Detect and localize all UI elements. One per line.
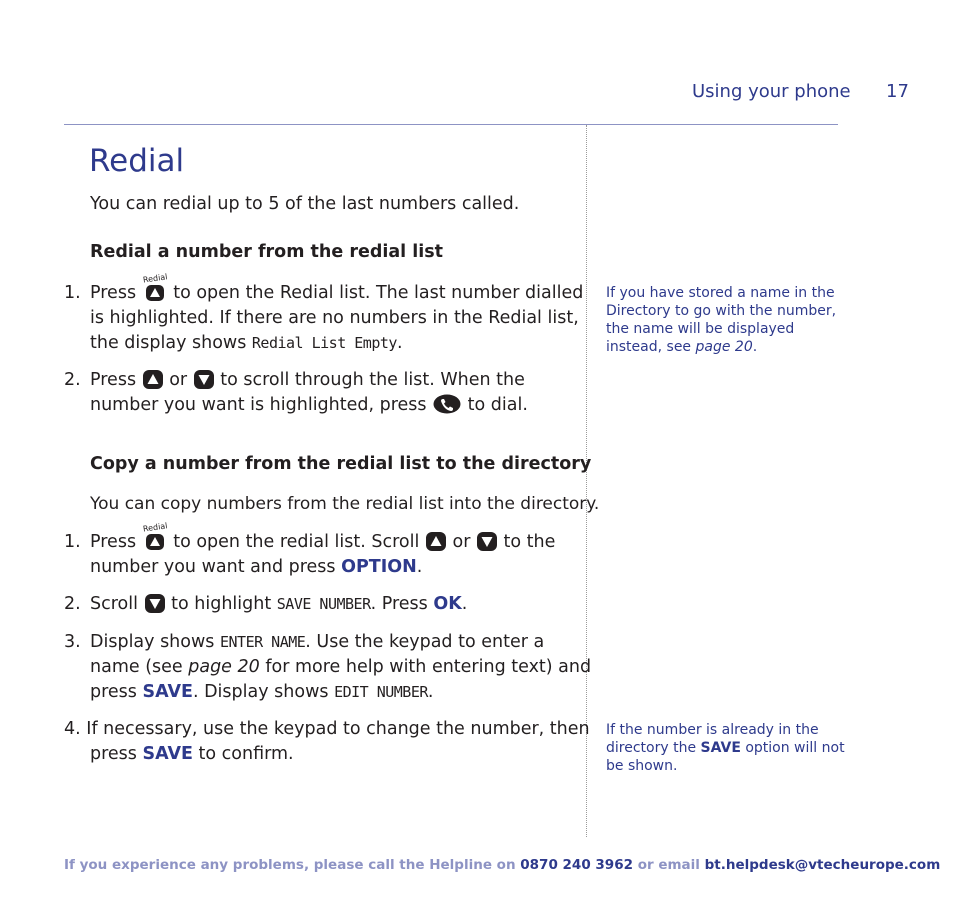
scroll-up-icon [143,370,163,389]
helpdesk-email: bt.helpdesk@vtecheurope.com [704,857,941,873]
copy-step-3: 3. Display shows ENTER NAME. Use the keypad to enter a name (see page 20 for more help with entering text) and press SAVE. Display shows EDIT NUMBER. [64,632,592,702]
side-note-directory-name: If you have stored a name in the Directory to go with the number, the name will be displayed instead, see page 20. [606,285,837,355]
save-keyword: SAVE [142,744,193,764]
step-number: 1. [64,532,81,552]
talk-key-icon [433,394,461,414]
step-number: 2. [64,594,81,614]
redial-key-icon: Redial [143,530,167,552]
scroll-down-icon [194,370,214,389]
copy-intro-text: You can copy numbers from the redial list into the directory. [90,494,600,514]
helpline-footer: If you experience any problems, please call the Helpline on 0870 240 3962 or email bt.helpdesk@vtecheurope.com [64,857,941,873]
side-note-already-in-directory: If the number is already in the directory the SAVE option will not be shown. [606,722,845,774]
save-keyword: SAVE [700,740,741,756]
copy-step-1: 1. Press Redial to open the redial list. Scroll or to the number you want and press OPTION. [64,521,556,577]
step-number: 1. [64,283,81,303]
redial-step-2: 2. Press or to scroll through the list. When the number you want is highlighted, press to dial. [64,370,528,415]
copy-step-4: 4. If necessary, use the keypad to change the number, then press SAVE to confirm. [64,719,590,764]
lcd-text: SAVE NUMBER [276,595,371,613]
copy-step-2: 2. Scroll to highlight SAVE NUMBER. Press OK. [64,592,574,620]
lcd-text: EDIT NUMBER [334,683,428,701]
step-number: 4. [64,719,81,739]
option-keyword: OPTION [341,557,417,577]
save-keyword: SAVE [142,682,193,702]
header-rule [64,124,838,125]
lcd-text: ENTER NAME [219,633,306,651]
redial-step-1: 1. Press Redial to open the Redial list. The last number dialled is highlighted. If there are no numbers in the Redial list, the display shows Redial List Empty. [64,272,584,353]
section-heading-redial: Redial a number from the redial list [90,242,444,262]
lcd-text: Redial List Empty [251,334,397,352]
step-number: 3. [64,632,81,652]
redial-key-icon: Redial [143,281,167,303]
intro-text: You can redial up to 5 of the last numbers called. [90,194,520,214]
page-title: Redial [89,143,185,179]
page-number: 17 [886,81,909,102]
header-section: Using your phone [692,81,851,102]
page-reference: page 20 [188,657,260,677]
ok-keyword: OK [433,594,462,614]
scroll-down-icon [145,594,165,613]
helpline-phone: 0870 240 3962 [520,857,633,873]
scroll-down-icon [477,532,497,551]
scroll-up-icon [426,532,446,551]
step-number: 2. [64,370,81,390]
section-heading-copy: Copy a number from the redial list to the directory [90,454,592,474]
page-reference: page 20 [695,339,753,355]
